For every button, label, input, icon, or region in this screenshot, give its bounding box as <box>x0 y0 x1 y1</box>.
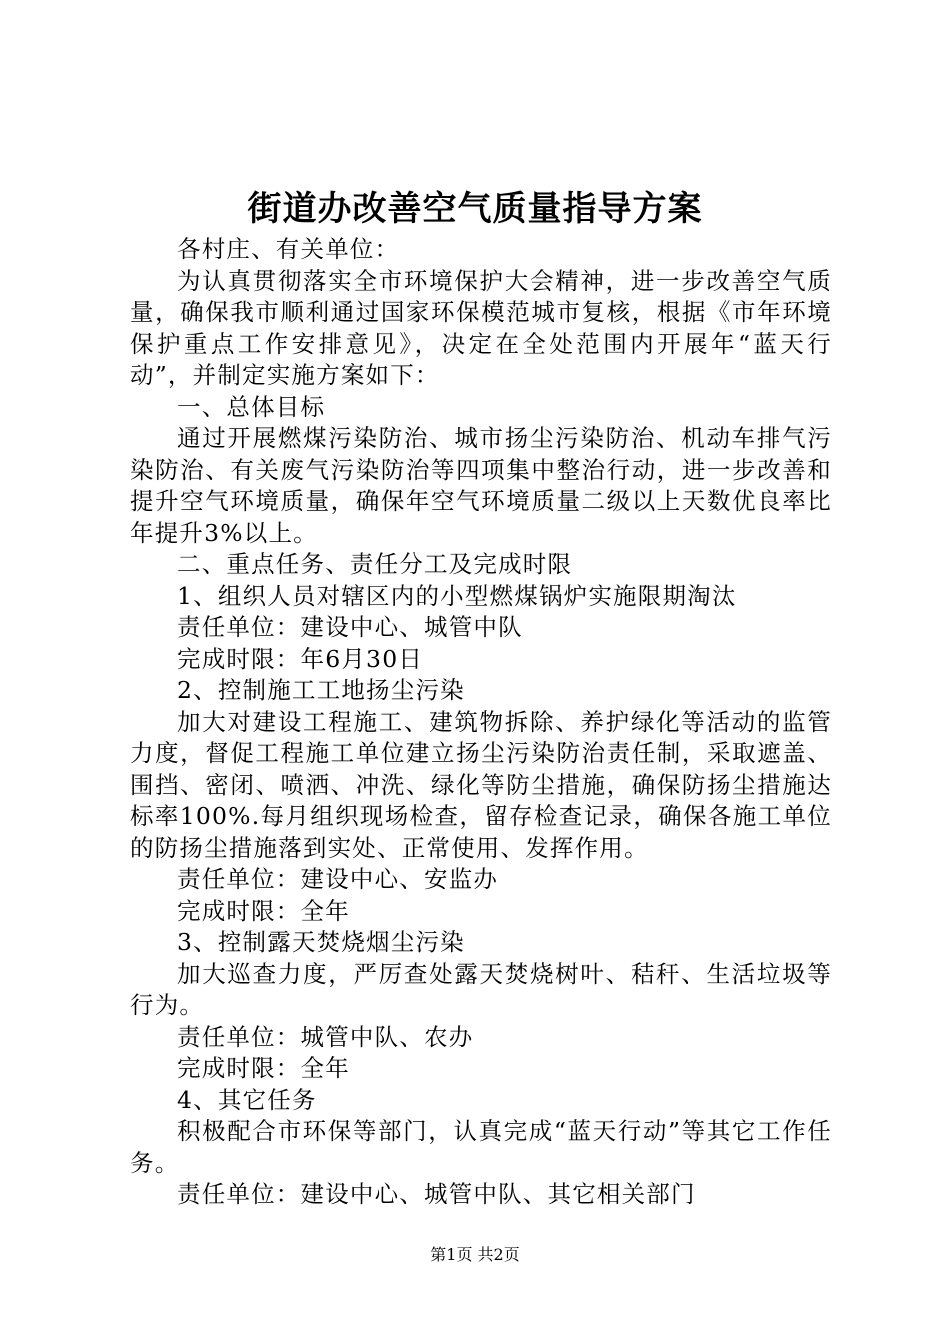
document-title: 街道办改善空气质量指导方案 <box>247 189 703 229</box>
intro-paragraph: 为认真贯彻落实全市环境保护大会精神，进一步改善空气质量，确保我市顺利通过国家环保模范城市复核，根据《市年环境保护重点工作安排意见》，决定在全处范围内开展年“蓝天行动”，并制定实施方案如下： <box>130 266 832 389</box>
task-3-body: 加大巡查力度，严厉查处露天焚烧树叶、秸秆、生活垃圾等行为。 <box>130 959 832 1019</box>
task-3-responsible: 责任单位：城管中队、农办 <box>177 1022 474 1051</box>
task-1-heading: 1、组织人员对辖区内的小型燃煤锅炉实施限期淘汰 <box>177 581 737 610</box>
task-2-deadline: 完成时限：全年 <box>177 896 350 925</box>
task-1-deadline: 完成时限：年6月30日 <box>177 644 424 673</box>
document-body <box>130 234 832 1211</box>
task-3-heading: 3、控制露天焚烧烟尘污染 <box>177 928 465 956</box>
task-2-body: 加大对建设工程施工、建筑物拆除、养护绿化等活动的监管力度，督促工程施工单位建立扬尘污染防治责任制，采取遮盖、围挡、密闭、喷洒、冲洗、绿化等防尘措施，确保防扬尘措施达标率100%.每月组织现场检查，留存检查记录，确保各施工单位的防扬尘措施落到实处、正常使用、发挥作用。 <box>130 707 832 862</box>
task-4-body: 积极配合市环保等部门，认真完成“蓝天行动”等其它工作任务。 <box>130 1117 832 1177</box>
section-heading-2: 二、重点任务、责任分工及完成时限 <box>177 550 573 578</box>
salutation: 各村庄、有关单位： <box>177 235 400 263</box>
task-4-responsible: 责任单位：建设中心、城管中队、其它相关部门 <box>177 1180 696 1208</box>
task-4-heading: 4、其它任务 <box>177 1085 317 1114</box>
section-heading-1: 一、总体目标 <box>177 392 326 421</box>
task-2-heading: 2、控制施工工地扬尘污染 <box>177 676 465 704</box>
page-number-footer: 第1页 共2页 <box>430 1245 520 1264</box>
goal-paragraph: 通过开展燃煤污染防治、城市扬尘污染防治、机动车排气污染防治、有关废气污染防治等四项集中整治行动，进一步改善和提升空气环境质量，确保年空气环境质量二级以上天数优良率比年提升3%以上。 <box>130 424 832 547</box>
task-2-responsible: 责任单位：建设中心、安监办 <box>177 865 499 893</box>
task-3-deadline: 完成时限：全年 <box>177 1054 350 1082</box>
task-1-responsible: 责任单位：建设中心、城管中队 <box>177 613 523 641</box>
